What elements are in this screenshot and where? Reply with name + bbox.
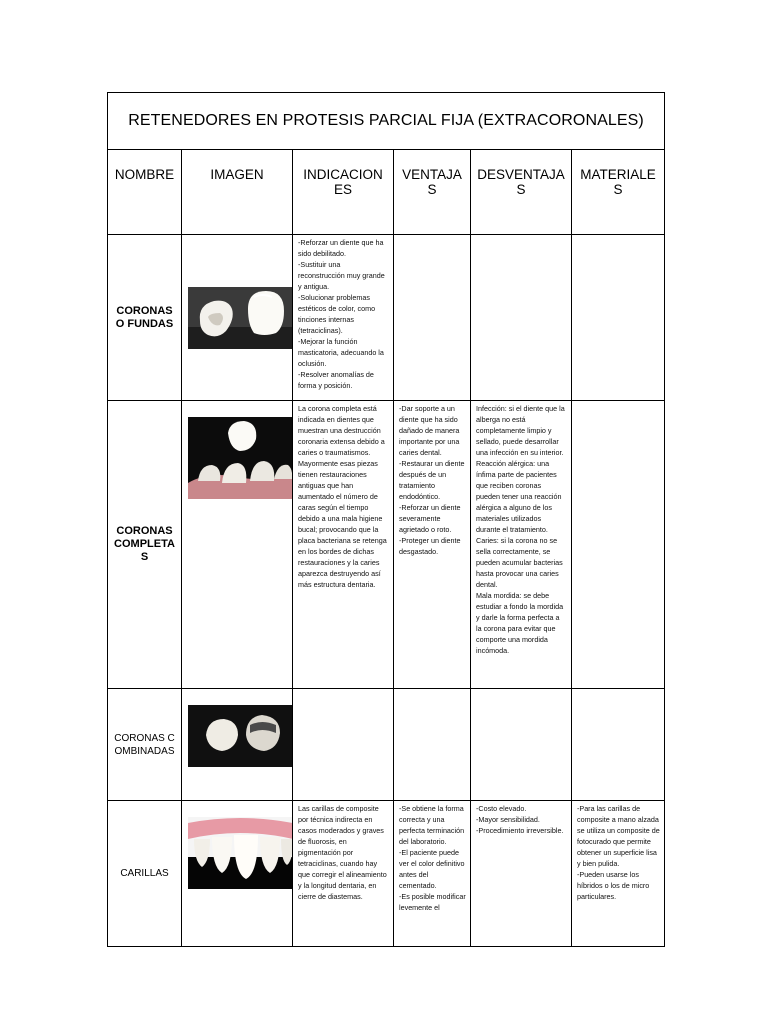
table-row: [108, 401, 665, 689]
row-name: CORONAS O FUNDAS: [108, 235, 182, 401]
row-desventajas: Infección: si el diente que la alberga no está completamente limpio y sellado, puede desarrollar una infección en su interior. Reacción alérgica: una ínfima parte de pacientes que reciben coronas pueden tener una reacción alérgica a alguno de los materiales utilizados durante el tratamiento. Caries: si la corona no se sella correctamente, se pueden acumular bacterias hasta provocar una caries dental. Mala mordida: se debe estudiar a fondo la mordida y darle la forma perfecta a la corona para evitar que comporte una mordida incómoda.: [471, 401, 572, 689]
row-ventajas: [394, 689, 471, 801]
row-desventajas: [471, 689, 572, 801]
veneers-image: [188, 817, 293, 889]
row-materiales: [572, 401, 665, 689]
row-indicaciones: -Reforzar un diente que ha sido debilitado. -Sustituir una reconstrucción muy grande y antigua. -Solucionar problemas estéticos de color, como tinciones internas (tetraciclinas). -Mejorar la función masticatoria, adecuando la oclusión. -Resolver anomalías de forma y posición.: [293, 235, 394, 401]
table-row: [108, 689, 665, 801]
row-indicaciones: La corona completa está indicada en dientes que muestran una destrucción coronaria extensa debido a caries o traumatismos. Mayormente esas piezas tienen restauraciones antiguas que han aumentado el número de caras según el tiempo debido a una mala higiene bucal; provocando que la placa bacteriana se retenga en los bordes de dichas restauraciones y la caries aparezca destruyendo así más estructura dentaria.: [293, 401, 394, 689]
row-desventajas: -Costo elevado. -Mayor sensibilidad. -Procedimiento irreversible.: [471, 801, 572, 947]
row-name: CORONAS COMBINADAS: [108, 689, 182, 801]
document-title: RETENEDORES EN PROTESIS PARCIAL FIJA (EXTRACORONALES): [108, 93, 665, 150]
row-materiales: -Para las carillas de composite a mano alzada se utiliza un composite de fotocurado que permite obtener un superficie lisa y bien pulida. -Pueden usarse los híbridos o los de micro particulares.: [572, 801, 665, 947]
header-row: [108, 150, 665, 235]
header-nombre: NOMBRE: [108, 150, 182, 235]
table-row: [108, 235, 665, 401]
row-desventajas: [471, 235, 572, 401]
row-image-cell: [182, 689, 293, 801]
row-image-cell: [182, 235, 293, 401]
row-materiales: [572, 235, 665, 401]
row-name: CORONAS COMPLETAS: [108, 401, 182, 689]
row-ventajas: -Dar soporte a un diente que ha sido dañado de manera importante por una caries dental. -Restaurar un diente después de un tratamiento endodóntico. -Reforzar un diente severamente agrietado o roto. -Proteger un diente desgastado.: [394, 401, 471, 689]
header-materiales: MATERIALES: [572, 150, 665, 235]
header-desventajas: DESVENTAJAS: [471, 150, 572, 235]
row-ventajas: -Se obtiene la forma correcta y una perfecta terminación del laboratorio. -El paciente puede ver el color definitivo antes del cementado. -Es posible modificar levemente el: [394, 801, 471, 947]
row-ventajas: [394, 235, 471, 401]
table-row: [108, 801, 665, 947]
row-indicaciones: Las carillas de composite por técnica indirecta en casos moderados y graves de fluorosis, en pigmentación por tetraciclinas, cuando hay que corregir el alineamiento y la longitud dentaria, en cierre de diastemas.: [293, 801, 394, 947]
header-ventajas: VENTAJAS: [394, 150, 471, 235]
crowns-image: [188, 287, 293, 349]
row-materiales: [572, 689, 665, 801]
crown-model-image: [188, 417, 293, 499]
retenedores-table: [107, 92, 665, 947]
combined-crowns-image: [188, 705, 293, 767]
header-imagen: IMAGEN: [182, 150, 293, 235]
row-indicaciones: [293, 689, 394, 801]
row-image-cell: [182, 401, 293, 689]
row-image-cell: [182, 801, 293, 947]
row-name: CARILLAS: [108, 801, 182, 947]
header-indicaciones: INDICACIONES: [293, 150, 394, 235]
